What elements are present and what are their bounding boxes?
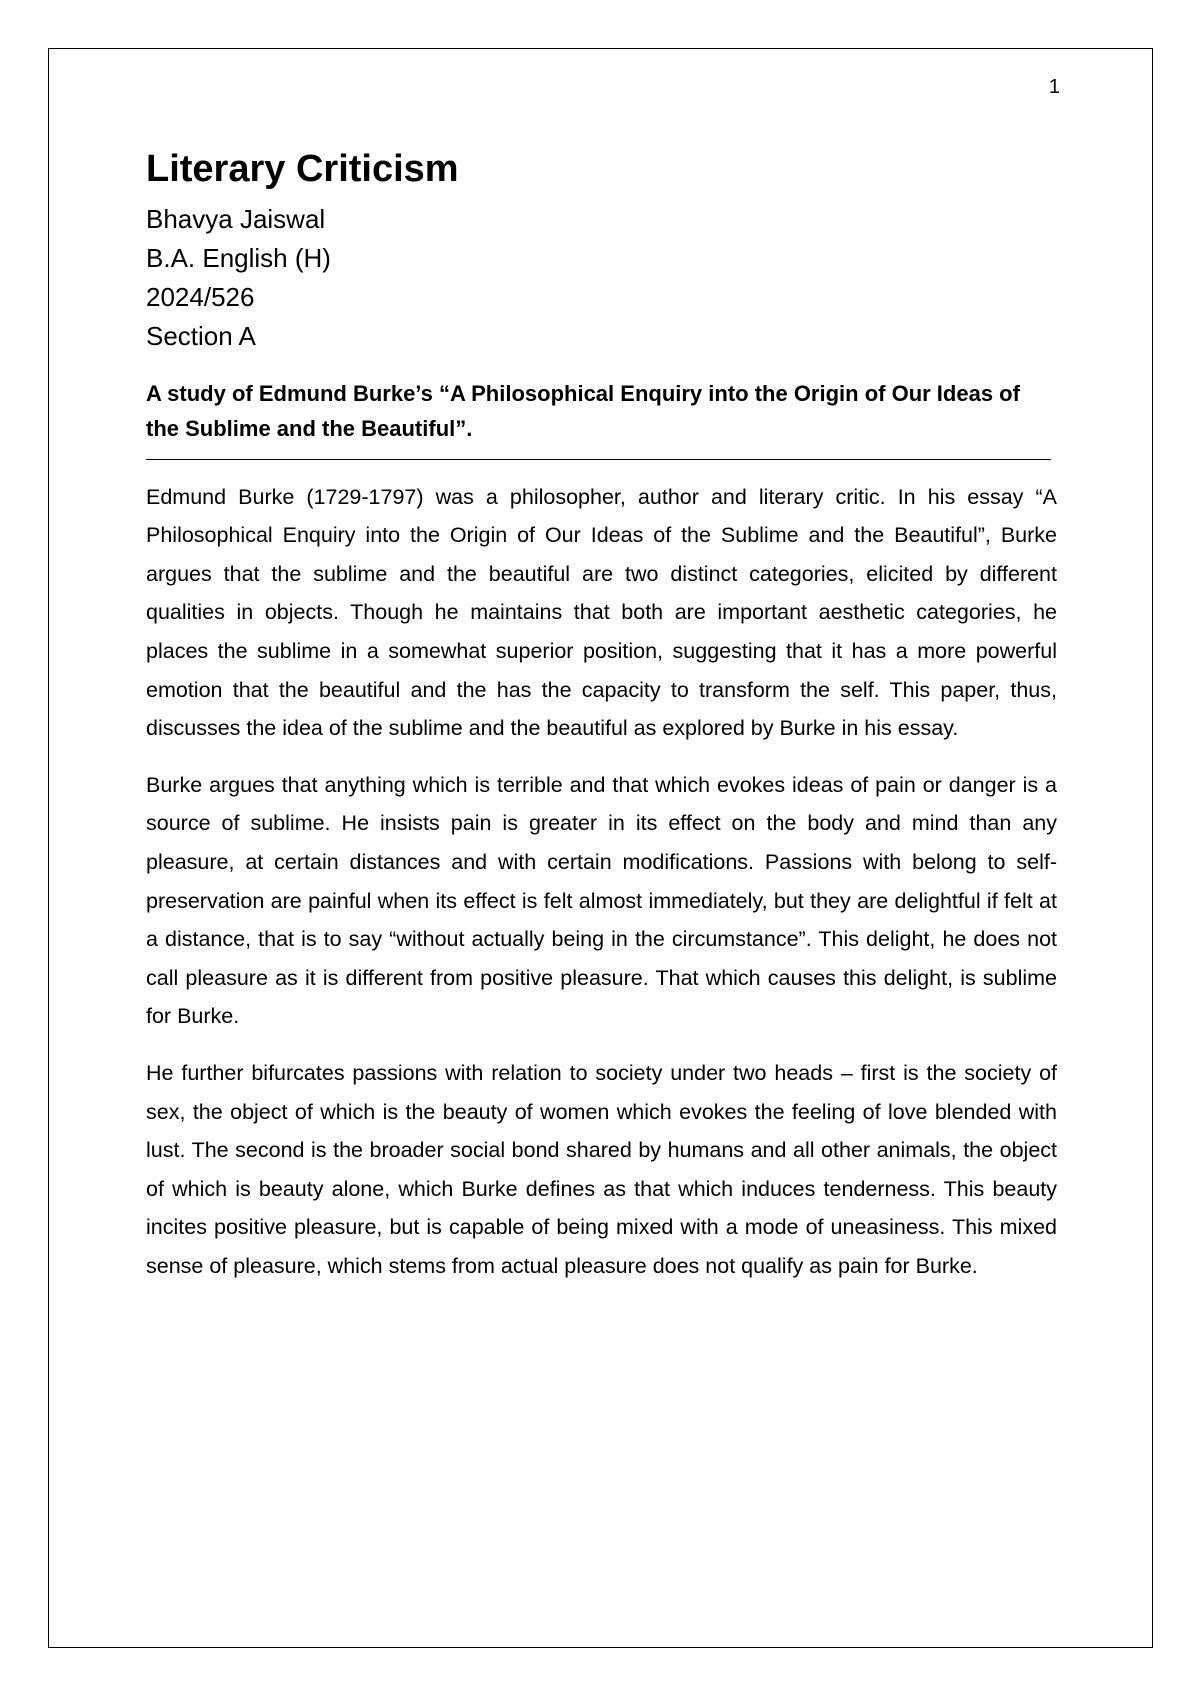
page-number: 1 [1048,76,1060,98]
document-body [146,148,1057,1304]
paragraph: He further bifurcates passions with relation to society under two heads – first is the society of sex, the object of which is the beauty of women which evokes the feeling of love blended with lust. The second is the broader social bond shared by humans and all other animals, the object of which is beauty alone, which Burke defines as that which induces tenderness. This beauty incites positive pleasure, but is capable of being mixed with a mode of uneasiness. This mixed sense of pleasure, which stems from actual pleasure does not qualify as pain for Burke. [146,1061,1057,1278]
divider [146,459,1051,460]
author-name: Bhavya Jaiswal [146,203,326,234]
paragraph: Edmund Burke (1729-1797) was a philosopher, author and literary critic. In his essay “A Philosophical Enquiry into the Origin of Our Ideas of the Sublime and the Beautiful”, Burke argues that the sublime and the beautiful are two distinct categories, elicited by different qualities in objects. Though he maintains that both are important aesthetic categories, he places the sublime in a somewhat superior position, suggesting that it has a more powerful emotion that the beautiful and the has the capacity to transform the self. This paper, thus, discusses the idea of the sublime and the beautiful as explored by Burke in his essay. [146,484,1057,741]
section-label: Section A [146,320,256,351]
course-name: B.A. English (H) [146,242,331,273]
document-title: Literary Criticism [146,148,459,190]
essay-subtitle: A study of Edmund Burke’s “A Philosophical Enquiry into the Origin of Our Ideas of the Sublime and the Beautiful”. [146,380,1020,441]
paragraph: Burke argues that anything which is terrible and that which evokes ideas of pain or danger is a source of sublime. He insists pain is greater in its effect on the body and mind than any pleasure, at certain distances and with certain modifications. Passions with belong to self-preservation are painful when its effect is felt almost immediately, but they are delightful if felt at a distance, that is to say “without actually being in the circumstance”. This delight, he does not call pleasure as it is different from positive pleasure. That which causes this delight, is sublime for Burke. [146,772,1057,1029]
roll-number: 2024/526 [146,281,255,312]
